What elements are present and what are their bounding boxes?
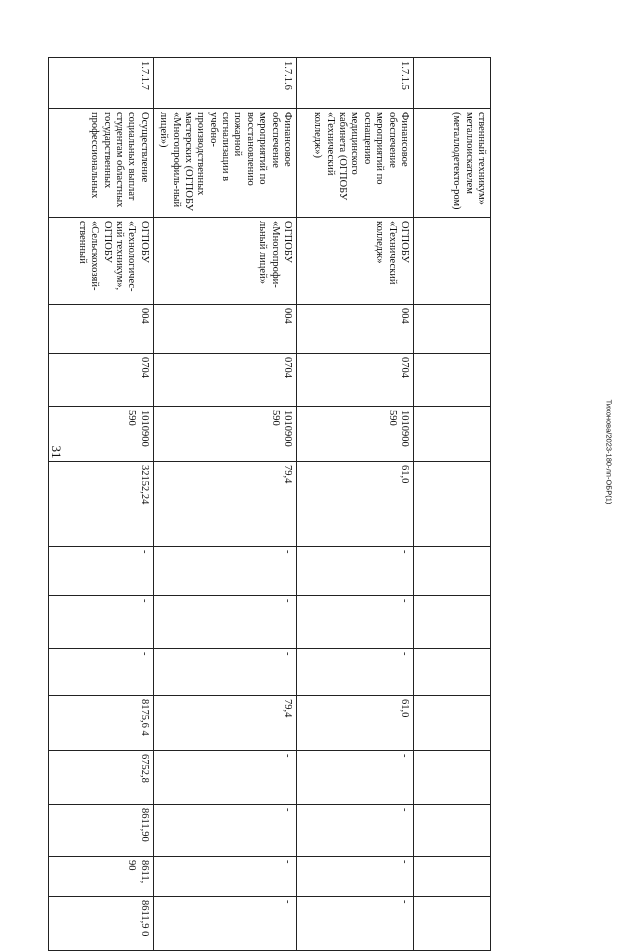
cell-target-article: 1010900 590: [48, 407, 153, 462]
cell-year-2027: [414, 857, 491, 897]
cell-measure-name: Осуществление социальных выплат студентам областных государственных профессиональных: [48, 109, 153, 218]
cell-year-2027: -: [297, 857, 414, 897]
cell-year-2021: -: [297, 547, 414, 596]
cell-year-2026: -: [153, 805, 296, 857]
page-number: 31: [49, 445, 64, 459]
cell-section-code: 0704: [297, 354, 414, 407]
cell-year-2022: -: [297, 596, 414, 649]
cell-executor: ОГПОБУ «Технологичес-кий техникум», ОГПОБУ «Сельскохозяй-ственный: [48, 218, 153, 305]
cell-executor: [414, 218, 491, 305]
cell-row-number: 1.7.1.6: [153, 58, 296, 109]
cell-year-2021: [414, 547, 491, 596]
cell-year-2028: -: [297, 897, 414, 951]
cell-year-2027: -: [153, 857, 296, 897]
cell-year-2024: [414, 696, 491, 751]
cell-total-amount: 32152,24: [48, 462, 153, 547]
cell-year-2026: 8611,90: [48, 805, 153, 857]
cell-total-amount: 79,4: [153, 462, 296, 547]
cell-total-amount: [414, 462, 491, 547]
cell-year-2024: 8175,6 4: [48, 696, 153, 751]
cell-measure-name: Финансовое обеспечение мероприятий по оснащению медицинского кабинета (ОГПОБУ «Технический колледж»): [297, 109, 414, 218]
cell-executor: ОГПОБУ «Технический колледж»: [297, 218, 414, 305]
cell-target-article: 1010900 590: [153, 407, 296, 462]
cell-year-2028: 8611,9 0: [48, 897, 153, 951]
cell-year-2025: -: [153, 751, 296, 805]
cell-measure-name: ственный техникум» металлоискателем (металлодетекто-ром): [414, 109, 491, 218]
cell-section-code: 0704: [153, 354, 296, 407]
cell-target-article: [414, 407, 491, 462]
cell-ministry-code: [414, 305, 491, 354]
cell-year-2024: 79,4: [153, 696, 296, 751]
cell-section-code: 0704: [48, 354, 153, 407]
table-row: [153, 58, 296, 951]
cell-row-number: 1.7.1.5: [297, 58, 414, 109]
cell-year-2025: 6752,8: [48, 751, 153, 805]
cell-year-2021: -: [153, 547, 296, 596]
table-row: [297, 58, 414, 951]
table-row: [48, 58, 153, 951]
cell-measure-name: Финансовое обеспечение мероприятий по восстановлению пожарной сигнализации в учебно-производственных мастерских (ОГПОБУ «Многопрофиль-ный лицей»): [153, 109, 296, 218]
document-code: Тихонова/2023-180-лп-ОБР(1): [604, 399, 614, 505]
cell-year-2026: -: [297, 805, 414, 857]
cell-ministry-code: 004: [153, 305, 296, 354]
cell-target-article: 1010900 590: [297, 407, 414, 462]
budget-table: [48, 57, 491, 951]
cell-ministry-code: 004: [48, 305, 153, 354]
table-wrapper: [77, 57, 491, 937]
cell-year-2022: [414, 596, 491, 649]
cell-row-number: 1.7.1.7: [48, 58, 153, 109]
cell-year-2026: [414, 805, 491, 857]
cell-year-2023: -: [297, 649, 414, 696]
cell-year-2023: -: [153, 649, 296, 696]
cell-year-2025: [414, 751, 491, 805]
table-row: [414, 58, 491, 951]
cell-year-2024: 61,0: [297, 696, 414, 751]
cell-year-2022: -: [153, 596, 296, 649]
cell-section-code: [414, 354, 491, 407]
cell-year-2023: -: [48, 649, 153, 696]
table-body: [48, 58, 490, 951]
cell-year-2023: [414, 649, 491, 696]
cell-year-2028: -: [153, 897, 296, 951]
cell-ministry-code: 004: [297, 305, 414, 354]
cell-executor: ОГПОБУ «Многопрофи-льный лицей»: [153, 218, 296, 305]
cell-year-2025: -: [297, 751, 414, 805]
cell-row-number: [414, 58, 491, 109]
rotated-table-container: [77, 57, 491, 937]
cell-total-amount: 61,0: [297, 462, 414, 547]
cell-year-2022: -: [48, 596, 153, 649]
cell-year-2027: 8611, 90: [48, 857, 153, 897]
cell-year-2021: -: [48, 547, 153, 596]
